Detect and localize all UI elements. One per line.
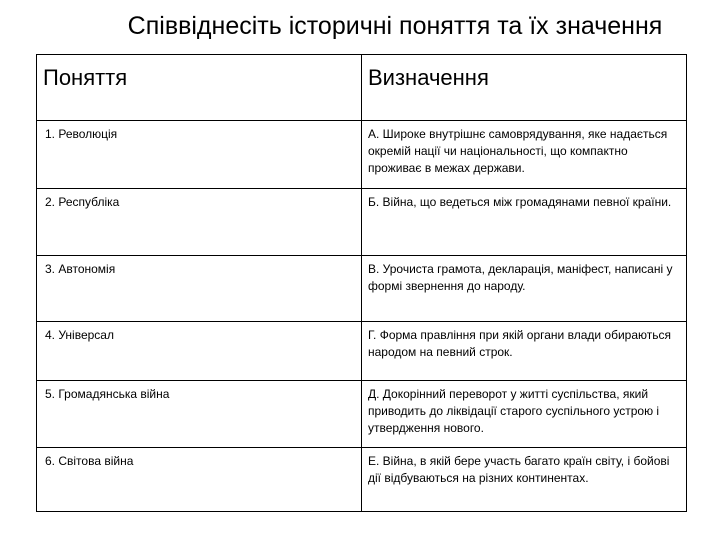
definition-cell: Б. Війна, що ведеться між громадянами певної країни. (362, 189, 687, 256)
definition-cell: Е. Війна, в якій бере участь багато країн світу, і бойові дії відбуваються на різних континентах. (362, 448, 687, 512)
concept-cell: 4. Універсал (37, 322, 362, 381)
concept-cell: 1. Революція (37, 121, 362, 189)
concept-cell: 2. Республіка (37, 189, 362, 256)
page-title: Співвіднесіть історичні поняття та їх значення (127, 12, 663, 40)
concept-cell: 5. Громадянська війна (37, 381, 362, 448)
table-row (37, 189, 687, 256)
definition-cell: Д. Докорінний переворот у житті суспільства, який приводить до ліквідації старого суспільного устрою і утвердження нового. (362, 381, 687, 448)
concept-cell: 6. Світова війна (37, 448, 362, 512)
header-definition: Визначення (362, 55, 687, 121)
definition-cell: Г. Форма правління при якій органи влади обираються народом на певний строк. (362, 322, 687, 381)
header-concept: Поняття (37, 55, 362, 121)
table-row (37, 322, 687, 381)
definition-cell: В. Урочиста грамота, декларація, маніфест, написані у формі звернення до народу. (362, 256, 687, 322)
matching-table (36, 54, 687, 512)
concept-cell: 3. Автономія (37, 256, 362, 322)
table-row (37, 121, 687, 189)
table-row (37, 256, 687, 322)
table-header-row (37, 55, 687, 121)
definition-cell: А. Широке внутрішнє самоврядування, яке надається окремій нації чи національності, що компактно проживає в межах держави. (362, 121, 687, 189)
table-row (37, 448, 687, 512)
table-row (37, 381, 687, 448)
